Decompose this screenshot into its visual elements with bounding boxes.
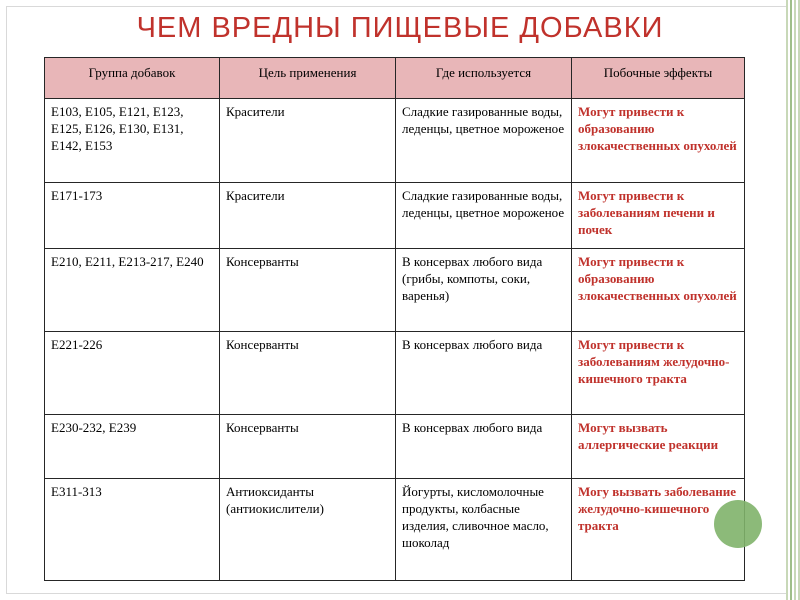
cell-effects: Могут привести к заболеваниям печени и почек [572,183,745,249]
cell-effects: Могут вызвать аллергические реакции [572,415,745,479]
column-header-purpose: Цель применения [220,58,396,99]
cell-usage: Йогурты, кисломолочные продукты, колбасные изделия, сливочное масло, шоколад [396,479,572,581]
cell-usage: В консервах любого вида [396,332,572,415]
table-row [45,332,745,415]
cell-group: Е103, Е105, Е121, Е123, Е125, Е126, Е130, Е131, Е142, Е153 [45,99,220,183]
decorative-circle [714,500,762,548]
cell-group: Е210, Е211, Е213-217, Е240 [45,249,220,332]
cell-purpose: Красители [220,99,396,183]
cell-usage: Сладкие газированные воды, леденцы, цветное мороженое [396,99,572,183]
cell-effects: Могут привести к заболеваниям желудочно-кишечного тракта [572,332,745,415]
table-row [45,249,745,332]
cell-purpose: Антиоксиданты (антиокислители) [220,479,396,581]
cell-effects: Могут привести к образованию злокачественных опухолей [572,99,745,183]
cell-purpose: Консерванты [220,332,396,415]
cell-effects: Могут привести к образованию злокачественных опухолей [572,249,745,332]
cell-group: Е221-226 [45,332,220,415]
cell-group: Е311-313 [45,479,220,581]
cell-purpose: Красители [220,183,396,249]
cell-purpose: Консерванты [220,415,396,479]
cell-effects: Могу вызвать заболевание желудочно-кишечного тракта [572,479,745,581]
cell-usage: Сладкие газированные воды, леденцы, цветное мороженое [396,183,572,249]
column-header-usage: Где используется [396,58,572,99]
cell-purpose: Консерванты [220,249,396,332]
column-header-group: Группа добавок [45,58,220,99]
cell-usage: В консервах любого вида [396,415,572,479]
table-header-row [45,58,745,99]
table-row [45,99,745,183]
table-row [45,183,745,249]
decorative-stripes [786,0,800,600]
table-row [45,415,745,479]
cell-group: Е230-232, Е239 [45,415,220,479]
table-row [45,479,745,581]
cell-group: Е171-173 [45,183,220,249]
page-title: ЧЕМ ВРЕДНЫ ПИЩЕВЫЕ ДОБАВКИ [136,12,664,44]
cell-usage: В консервах любого вида (грибы, компоты, соки, варенья) [396,249,572,332]
additives-table [44,57,745,581]
column-header-effects: Побочные эффекты [572,58,745,99]
